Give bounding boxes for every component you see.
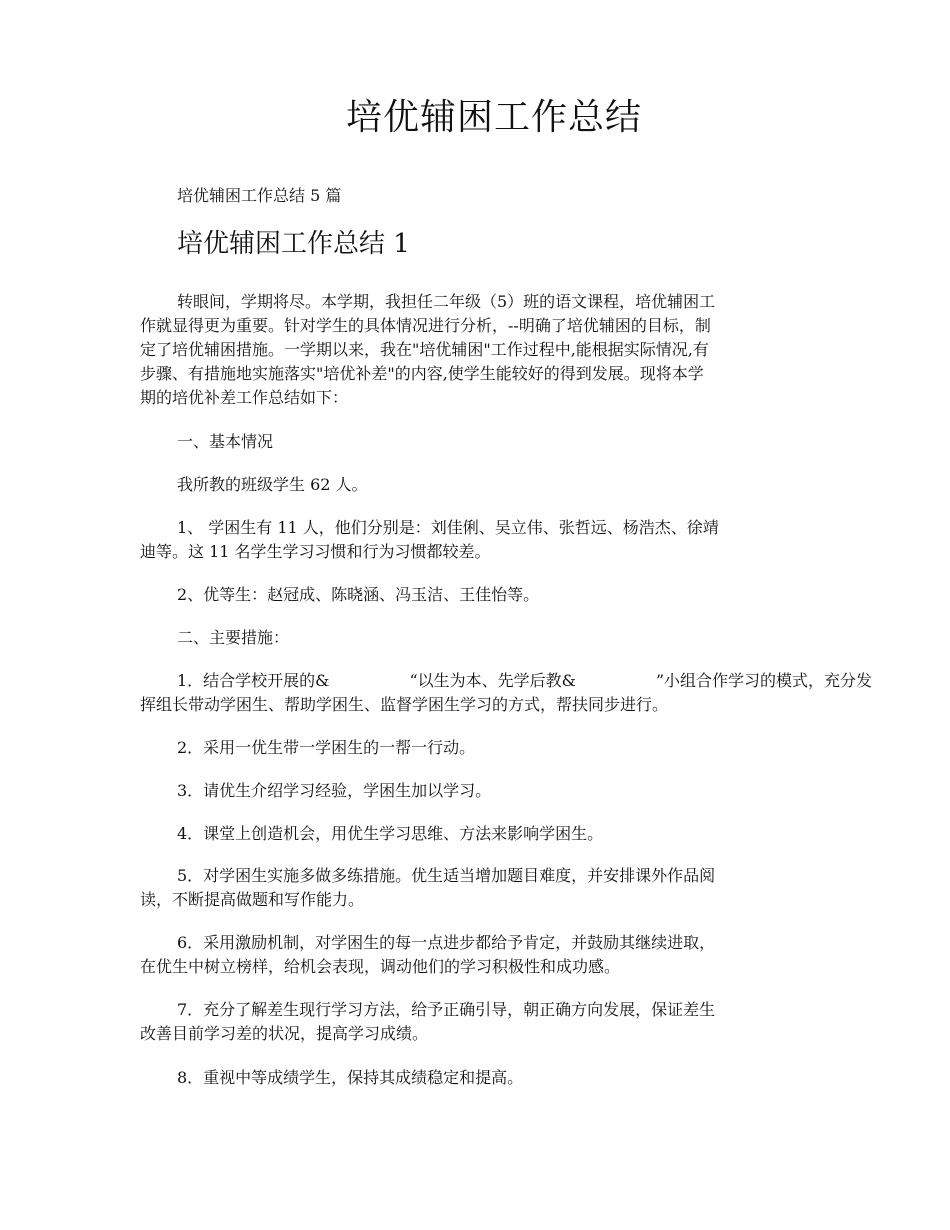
text-line: 读，不断提高做题和写作能力。 xyxy=(140,890,365,909)
text-line: 我所教的班级学生 62 人。 xyxy=(177,475,368,494)
text-segment: 1．结合学校开展的& xyxy=(177,671,330,690)
text-line: 在优生中树立榜样，给机会表现，调动他们的学习积极性和成功感。 xyxy=(140,957,621,976)
item1-paragraph xyxy=(140,516,820,564)
text-line: 5．对学困生实施多做多练措施。优生适当增加题目难度，并安排课外作品阅 xyxy=(177,866,716,885)
text-line: 定了培优辅困措施。一学期以来，我在"培优辅困"工作过程中,能根据实际情况,有 xyxy=(140,340,709,359)
measure7-paragraph xyxy=(140,998,820,1046)
text-line: 期的培优补差工作总结如下： xyxy=(140,388,349,407)
section-heading: 培优辅困工作总结 1 xyxy=(177,229,410,259)
item2-paragraph xyxy=(140,583,820,607)
measure1-paragraph xyxy=(140,669,873,717)
text-line: 一、基本情况 xyxy=(177,432,274,451)
measure5-paragraph xyxy=(140,864,820,912)
text-line: 挥组长带动学困生、帮助学困生、监督学困生学习的方式，帮扶同步进行。 xyxy=(140,695,669,714)
text-line: 8．重视中等成绩学生，保持其成绩稳定和提高。 xyxy=(177,1068,524,1087)
measure8-paragraph xyxy=(140,1066,820,1090)
text-line: 2、优等生：赵冠成、陈晓涵、冯玉洁、王佳怡等。 xyxy=(177,585,540,604)
text-line: 6．采用激励机制，对学困生的每一点进步都给予肯定，并鼓励其继续进取， xyxy=(177,933,716,952)
measure2-paragraph xyxy=(140,736,820,760)
text-line: 迪等。这 11 名学生学习习惯和行为习惯都较差。 xyxy=(140,542,491,561)
section2-title xyxy=(140,626,820,650)
document-title: 培优辅困工作总结 xyxy=(345,97,642,138)
intro-paragraph xyxy=(140,290,820,410)
text-line xyxy=(140,669,873,693)
document-subtitle: 培优辅困工作总结 5 篇 xyxy=(177,186,342,205)
measure6-paragraph xyxy=(140,931,820,979)
text-line: 二、主要措施： xyxy=(177,628,290,647)
text-line: 3．请优生介绍学习经验，学困生加以学习。 xyxy=(177,781,492,800)
section1-title xyxy=(140,430,820,454)
text-line: 2．采用一优生带一学困生的一帮一行动。 xyxy=(177,738,476,757)
text-segment: “以生为本、先学后教& xyxy=(409,671,576,690)
text-line: 4．课堂上创造机会，用优生学习思维、方法来影响学困生。 xyxy=(177,824,604,843)
text-line: 7．充分了解差生现行学习方法，给予正确引导，朝正确方向发展，保证差生 xyxy=(177,1000,716,1019)
text-line: 作就显得更为重要。针对学生的具体情况进行分析，--明确了培优辅困的目标，制 xyxy=(140,316,711,335)
text-line: 1、 学困生有 11 人，他们分别是：刘佳俐、吴立伟、张哲远、杨浩杰、徐靖 xyxy=(177,518,719,537)
measure3-paragraph xyxy=(140,779,820,803)
class-size-paragraph xyxy=(140,473,820,497)
text-segment: ”小组合作学习的模式，充分发 xyxy=(655,671,873,690)
text-line: 转眼间，学期将尽。本学期，我担任二年级（5）班的语文课程，培优辅困工 xyxy=(177,292,716,311)
measure4-paragraph xyxy=(140,822,820,846)
text-line: 步骤、有措施地实施落实"培优补差"的内容,使学生能较好的得到发展。现将本学 xyxy=(140,364,704,383)
text-line: 改善目前学习差的状况，提高学习成绩。 xyxy=(140,1024,429,1043)
